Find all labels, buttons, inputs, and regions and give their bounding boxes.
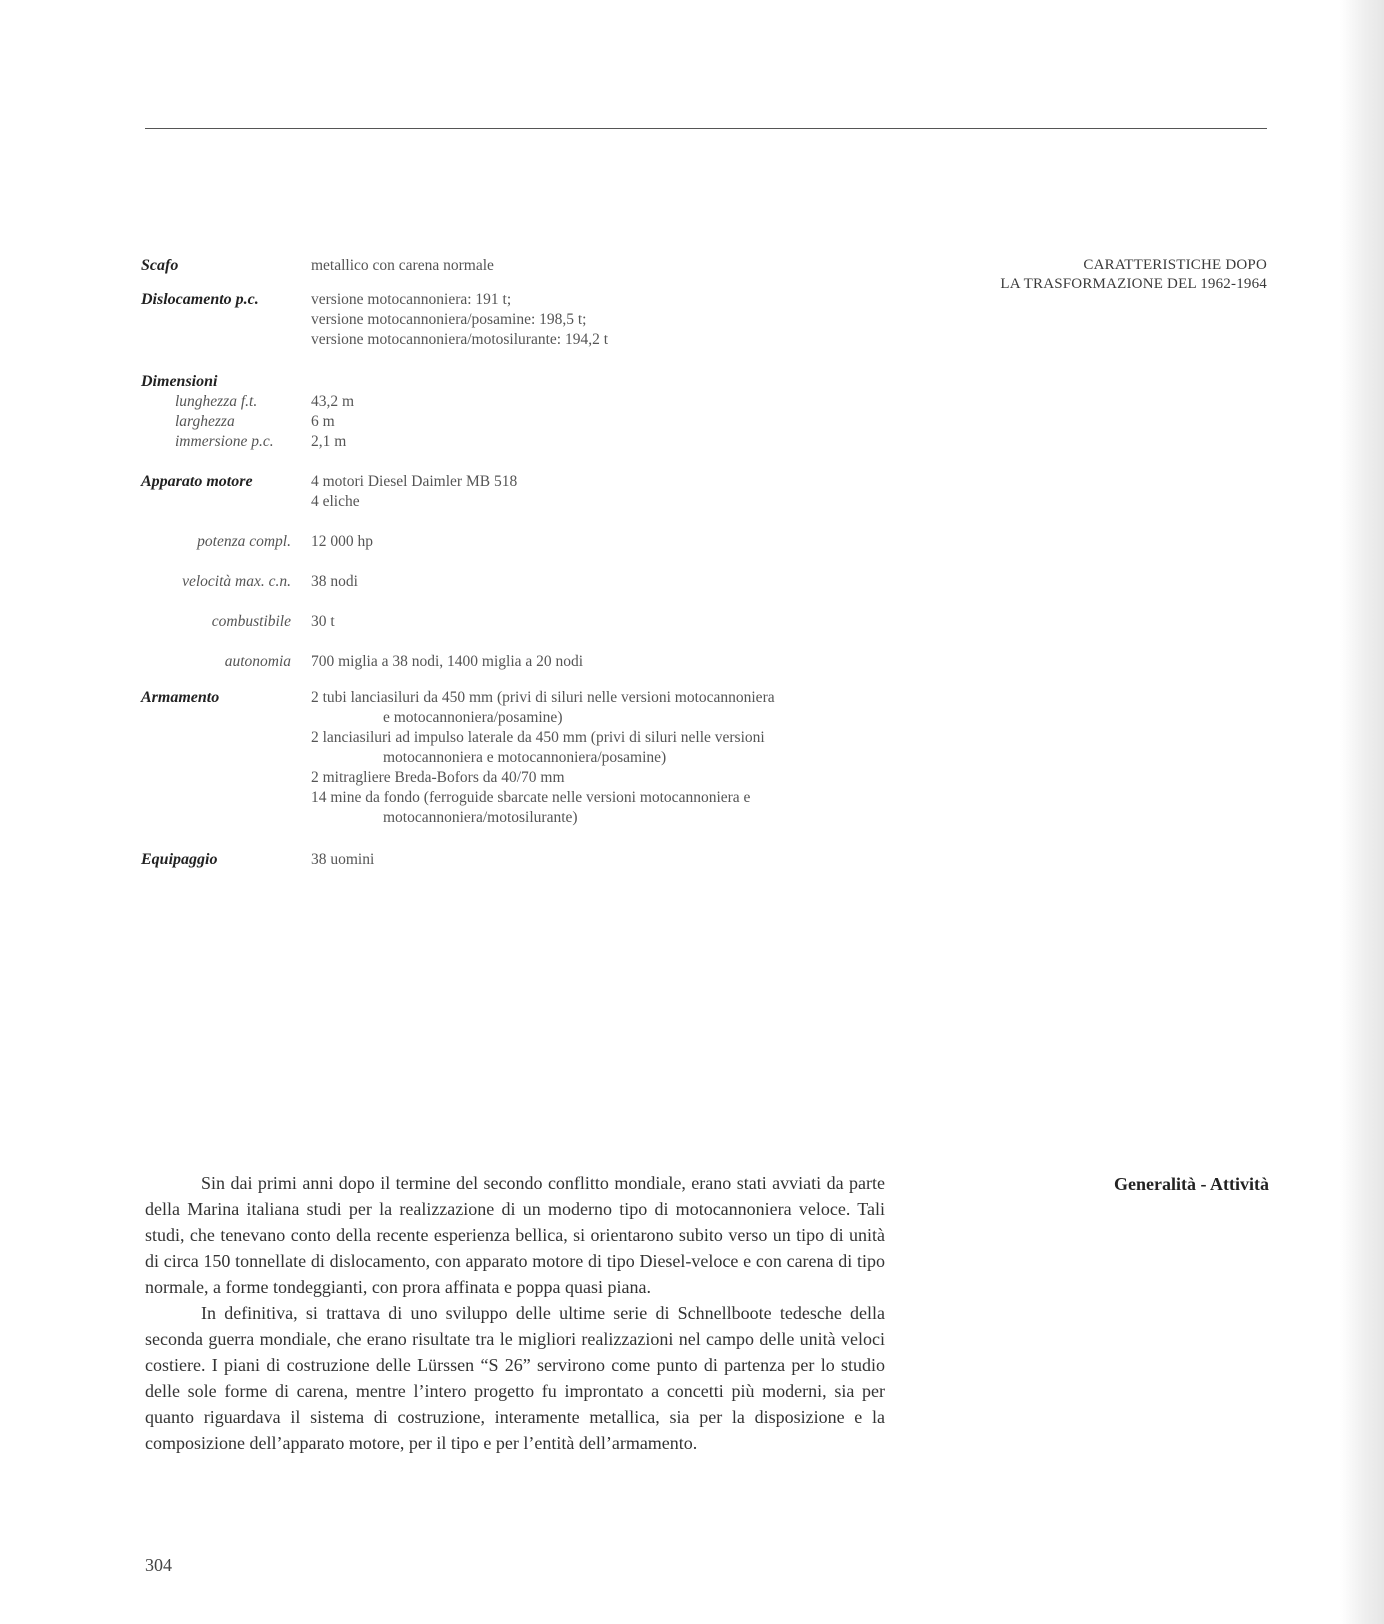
spec-value: 12 000 hp [311,533,373,550]
page-edge-shadow [1340,0,1384,1624]
section-heading: Generalità - Attività [1114,1174,1269,1194]
spec-value: 43,2 m [311,393,355,410]
spec-row-potenza [141,532,901,552]
spec-value [311,472,901,512]
spec-row-larghezza [141,412,901,432]
spec-value: 6 m [311,413,335,430]
spec-row-apparato [141,472,901,512]
armament-item-cont: e motocannoniera/posamine) [383,709,563,726]
spec-value [311,688,901,828]
spec-value: metallico con carena normale [311,257,494,274]
spec-sublabel: immersione p.c. [175,433,274,450]
spec-sublabel: velocità max. c.n. [182,573,291,590]
armament-item: 2 tubi lanciasiluri da 450 mm (privi di siluri nelle versioni motocannoniera [311,689,775,706]
spec-sublabel: combustibile [211,613,291,630]
spec-label: Dimensioni [141,373,218,390]
armament-item: 2 lanciasiluri ad impulso laterale da 450 mm (privi di siluri nelle versioni [311,729,765,746]
spec-row-equipaggio [141,850,901,870]
armament-item-cont: motocannoniera e motocannoniera/posamine) [383,749,667,766]
spec-value: 2,1 m [311,433,347,450]
spec-sublabel: potenza compl. [197,533,291,550]
body-text [145,1170,885,1456]
paragraph: Sin dai primi anni dopo il termine del secondo conflitto mondiale, erano stati avviati da parte della Marina italiana studi per la realizzazione di un moderno tipo di motocannoniera veloce. Tali studi, che tenevano conto della recente esperienza bellica, si orientarono subito verso un tipo di unità di circa 150 tonnellate di dislocamento, con apparato motore di tipo Diesel-veloce e con carena di tipo normale, a forme tondeggianti, con prora affinata e poppa quasi piana. [145,1173,885,1297]
spec-sublabel: lunghezza f.t. [175,393,258,410]
spec-value: 700 miglia a 38 nodi, 1400 miglia a 20 nodi [311,653,584,670]
spec-label: Equipaggio [141,851,218,868]
spec-row-armamento [141,688,901,828]
top-rule [145,128,1267,129]
spec-label: Dislocamento p.c. [141,291,259,308]
spec-row-velocita [141,572,901,592]
spec-value: 30 t [311,613,335,630]
paragraph: In definitiva, si trattava di uno sviluppo delle ultime serie di Schnellboote tedesche della seconda guerra mondiale, che erano risultate tra le migliori realizzazioni nel campo delle unità veloci costiere. I piani di costruzione delle Lürssen “S 26” servirono come punto di partenza per lo studio delle sole forme di carena, mentre l’intero progetto fu improntato a concetti più moderni, sia per quanto riguardava il sistema di costruzione, interamente metallica, sia per la disposizione e la composizione dell’apparato motore, per il tipo e per l’entità dell’armamento. [145,1303,885,1453]
spec-table [141,256,901,870]
armament-item-cont: motocannoniera/motosilurante) [383,809,578,826]
spec-sublabel: larghezza [175,413,235,430]
spec-row-scafo [141,256,901,276]
spec-label: Scafo [141,257,179,274]
armament-item: 2 mitragliere Breda-Bofors da 40/70 mm [311,769,565,786]
armament-item: 14 mine da fondo (ferroguide sbarcate nelle versioni motocannoniera e [311,789,751,806]
page-number: 304 [145,1555,172,1575]
side-title [1000,256,1267,294]
spec-value: 38 uomini [311,851,375,868]
spec-label: Apparato motore [141,473,253,490]
spec-sublabel: autonomia [224,653,291,670]
spec-value-line: 4 motori Diesel Daimler MB 518 [311,473,518,490]
spec-value-line: versione motocannoniera/motosilurante: 194,2 t [311,331,609,348]
spec-value [311,290,901,350]
side-title-line-2: LA TRASFORMAZIONE DEL 1962-1964 [1000,276,1267,292]
spec-row-lunghezza [141,392,901,412]
spec-value: 38 nodi [311,573,358,590]
spec-value-line: 4 eliche [311,493,360,510]
spec-value-line: versione motocannoniera/posamine: 198,5 t; [311,311,587,328]
spec-label: Armamento [141,689,220,706]
spec-value-line: versione motocannoniera: 191 t; [311,291,512,308]
spec-row-autonomia [141,652,901,672]
spec-row-dislocamento [141,290,901,350]
side-title-line-1: CARATTERISTICHE DOPO [1083,257,1267,273]
spec-row-combustibile [141,612,901,632]
spec-row-immersione [141,432,901,452]
spec-row-dimensioni [141,372,901,392]
